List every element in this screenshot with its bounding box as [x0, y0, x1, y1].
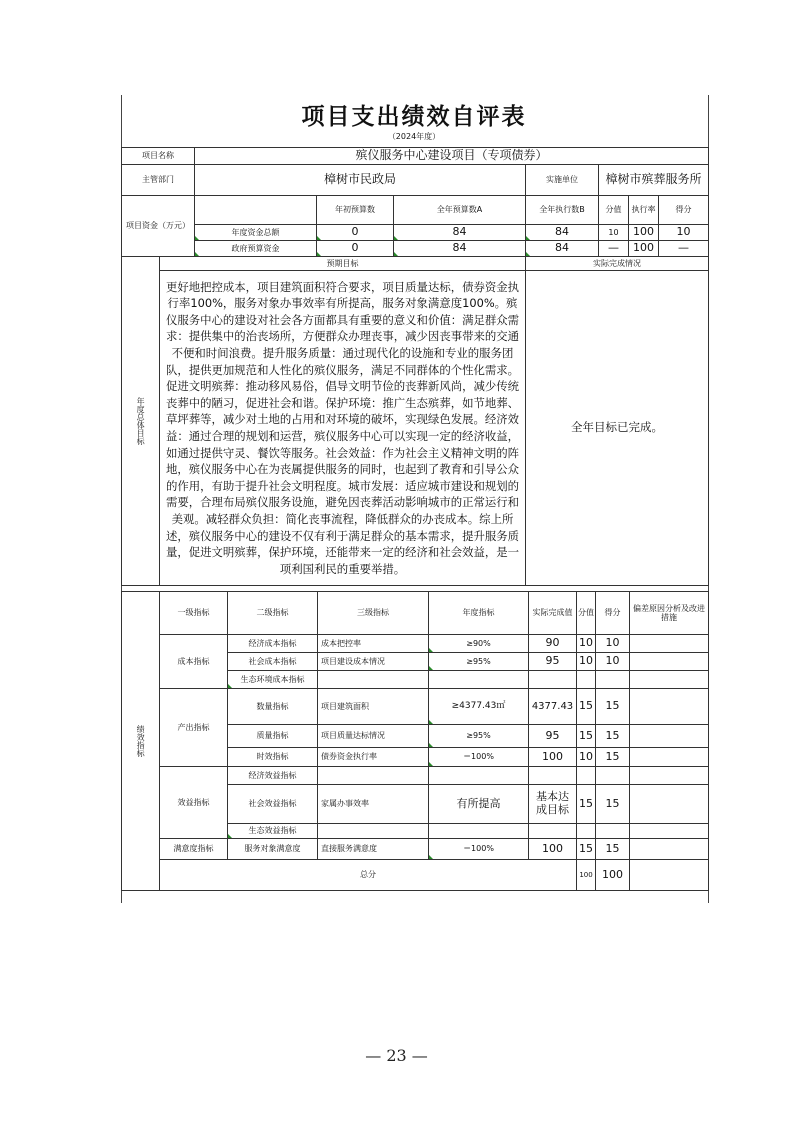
target: ≥95% [429, 725, 529, 748]
reason [630, 839, 709, 860]
goals-label: 年度总体目标 [136, 397, 146, 445]
target: ≥90% [429, 635, 529, 653]
report-year: （2024年度） [387, 132, 441, 141]
value: 15 [577, 725, 596, 748]
group-benefit: 效益指标 [160, 767, 228, 839]
impl-value: 樟树市殡葬服务所 [599, 165, 709, 196]
project-name-label: 项目名称 [122, 148, 195, 165]
value: 10 [577, 748, 596, 767]
expected-goal-label: 预期目标 [160, 257, 526, 271]
actual: 4377.43 [529, 689, 577, 725]
l3 [318, 767, 429, 785]
l3: 项目质量达标情况 [318, 725, 429, 748]
reason [630, 689, 709, 725]
l3 [318, 824, 429, 839]
perf-label-cell [122, 592, 160, 891]
page-number: — 23 — [365, 1046, 428, 1065]
hdr-value: 分值 [577, 592, 596, 635]
funds-value: 10 [599, 225, 629, 241]
dept-label: 主管部门 [122, 165, 195, 196]
actual: 95 [529, 725, 577, 748]
dept-value: 樟树市民政局 [195, 165, 526, 196]
performance-table [121, 591, 709, 891]
value [577, 671, 596, 689]
actual: 100 [529, 839, 577, 860]
target [429, 824, 529, 839]
value [577, 824, 596, 839]
reason [630, 653, 709, 671]
reason [630, 767, 709, 785]
group-satisfaction: 满意度指标 [160, 839, 228, 860]
hdr-level1: 一级指标 [160, 592, 228, 635]
funds-score: — [659, 241, 709, 257]
col-score: 得分 [659, 196, 709, 225]
goals-label-cell [122, 257, 160, 586]
target: ＝100% [429, 748, 529, 767]
table-row [122, 839, 709, 860]
funds-value: — [599, 241, 629, 257]
impl-label: 实施单位 [526, 165, 599, 196]
l2: 生态环境成本指标 [228, 671, 318, 689]
hdr-reason: 偏差原因分析及改进措施 [630, 592, 709, 635]
funds-row-name: 政府预算资金 [195, 241, 317, 257]
score: 10 [596, 635, 630, 653]
actual [529, 767, 577, 785]
l3: 成本把控率 [318, 635, 429, 653]
actual: 90 [529, 635, 577, 653]
l2: 服务对象满意度 [228, 839, 318, 860]
total-reason [630, 860, 709, 891]
target [429, 671, 529, 689]
l3: 直接服务满意度 [318, 839, 429, 860]
group-output: 产出指标 [160, 689, 228, 767]
hdr-level2: 二级指标 [228, 592, 318, 635]
l3: 家属办事效率 [318, 785, 429, 824]
l2: 社会成本指标 [228, 653, 318, 671]
col-annual: 全年预算数A [394, 196, 526, 225]
funds-row-name: 年度资金总额 [195, 225, 317, 241]
col-initial: 年初预算数 [317, 196, 394, 225]
value: 15 [577, 839, 596, 860]
reason [630, 671, 709, 689]
actual-goal-label: 实际完成情况 [526, 257, 709, 271]
score: 15 [596, 748, 630, 767]
table-row [122, 767, 709, 785]
funds-blank [195, 196, 317, 225]
funds-annual: 84 [394, 241, 526, 257]
funds-exec: 84 [526, 225, 599, 241]
header-funds-goals-table [121, 147, 709, 586]
l2: 生态效益指标 [228, 824, 318, 839]
l3: 项目建设成本情况 [318, 653, 429, 671]
actual [529, 824, 577, 839]
score: 10 [596, 653, 630, 671]
score: 15 [596, 689, 630, 725]
actual-goal-text: 全年目标已完成。 [526, 271, 709, 586]
l3: 债券资金执行率 [318, 748, 429, 767]
score: 15 [596, 839, 630, 860]
score [596, 767, 630, 785]
actual: 100 [529, 748, 577, 767]
total-value: 100 [577, 860, 596, 891]
funds-annual: 84 [394, 225, 526, 241]
funds-row [122, 225, 709, 241]
l2: 质量指标 [228, 725, 318, 748]
l2: 数量指标 [228, 689, 318, 725]
target [429, 767, 529, 785]
reason [630, 748, 709, 767]
actual [529, 671, 577, 689]
col-exec-rate: 执行率 [629, 196, 659, 225]
project-name: 殡仪服务中心建设项目（专项债券） [195, 148, 709, 165]
total-label: 总分 [160, 860, 577, 891]
l2: 经济成本指标 [228, 635, 318, 653]
score: 15 [596, 785, 630, 824]
table-row [122, 635, 709, 653]
reason [630, 635, 709, 653]
target: 有所提高 [429, 785, 529, 824]
l3 [318, 671, 429, 689]
funds-row [122, 241, 709, 257]
table-row [122, 689, 709, 725]
value: 10 [577, 635, 596, 653]
value: 15 [577, 689, 596, 725]
value: 10 [577, 653, 596, 671]
funds-exec: 84 [526, 241, 599, 257]
hdr-actual: 实际完成值 [529, 592, 577, 635]
score: 15 [596, 725, 630, 748]
score [596, 671, 630, 689]
l2: 社会效益指标 [228, 785, 318, 824]
actual: 基本达成目标 [529, 785, 577, 824]
target: ≥4377.43㎡ [429, 689, 529, 725]
page-title: 项目支出绩效自评表 [301, 103, 527, 130]
value: 15 [577, 785, 596, 824]
funds-rate: 100 [629, 225, 659, 241]
l2: 经济效益指标 [228, 767, 318, 785]
total-score: 100 [596, 860, 630, 891]
reason [630, 725, 709, 748]
funds-initial: 0 [317, 225, 394, 241]
l2: 时效指标 [228, 748, 318, 767]
hdr-level3: 三级指标 [318, 592, 429, 635]
funds-rate: 100 [629, 241, 659, 257]
hdr-target: 年度指标 [429, 592, 529, 635]
target: ≥95% [429, 653, 529, 671]
col-exec: 全年执行数B [526, 196, 599, 225]
reason [630, 785, 709, 824]
group-cost: 成本指标 [160, 635, 228, 689]
perf-label: 绩效指标 [136, 725, 146, 757]
hdr-score: 得分 [596, 592, 630, 635]
funds-initial: 0 [317, 241, 394, 257]
score [596, 824, 630, 839]
funds-score: 10 [659, 225, 709, 241]
total-row [122, 860, 709, 891]
value [577, 767, 596, 785]
l3: 项目建筑面积 [318, 689, 429, 725]
target: ＝100% [429, 839, 529, 860]
actual: 95 [529, 653, 577, 671]
reason [630, 824, 709, 839]
funds-label: 项目资金（万元） [122, 196, 195, 257]
expected-goal-text: 更好地把控成本，项目建筑面积符合要求，项目质量达标，债券资金执行率100%，服务对象办事效率有所提高，服务对象满意度100%。殡仪服务中心的建设对社会各方面都具有重要的意义和价值：满足群众需求：提供集中的治丧场所，方便群众办理丧事，减少因丧事带来的交通不便和时间浪费。提升服务质量：通过现代化的设施和专业的服务团队，提供更加规范和人性化的殡仪服务，满足不同群体的个性化需求。促进文明殡葬：推动移风易俗，倡导文明节俭的丧葬新风尚，减少传统丧葬中的陋习，促进社会和谐。保护环境：推广生态殡葬，如节地葬、草坪葬等，减少对土地的占用和对环境的破坏，实现绿色发展。经济效益：通过合理的规划和运营，殡仪服务中心可以实现一定的经济收益，如通过提供守灵、餐饮等服务。社会效益：作为社会主义精神文明的阵地，殡仪服务中心在为丧属提供服务的同时，也起到了教育和引导公众的作用，有助于提升社会文明程度。城市发展：适应城市建设和规划的需要，合理布局殡仪服务设施，避免因丧葬活动影响城市的正常运行和美观。减轻群众负担：简化丧事流程，降低群众的办丧成本。综上所述，殡仪服务中心的建设不仅有利于满足群众的基本需求，提升服务质量，促进文明殡葬，保护环境，还能带来一定的经济和社会效益，是一项利国利民的重要举措。 [160, 271, 526, 586]
col-score-value: 分值 [599, 196, 629, 225]
